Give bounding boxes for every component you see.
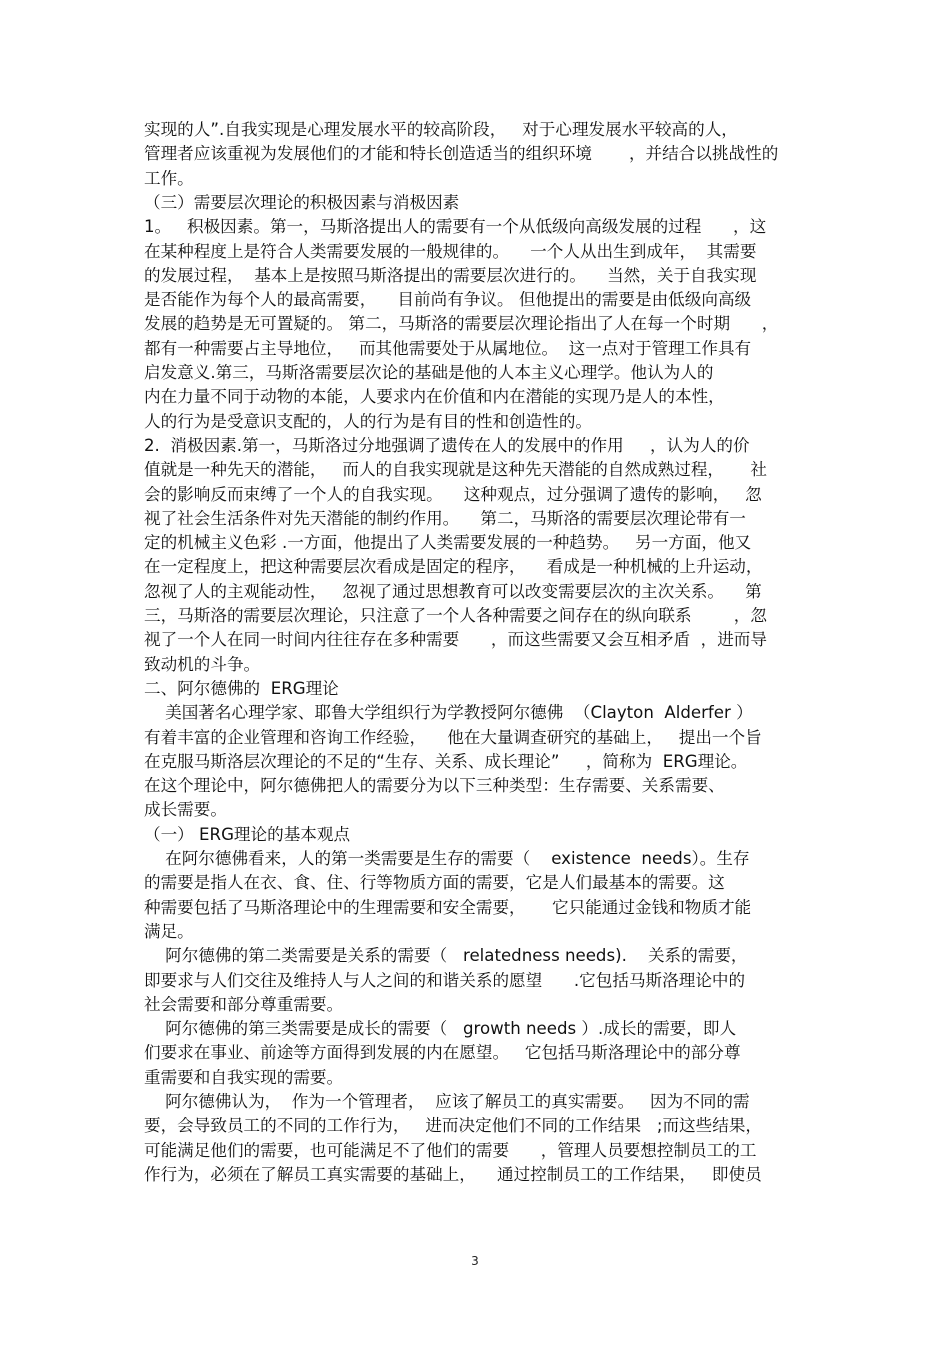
text-line: 可能满足他们的需要，也可能满足不了他们的需要 ，管理人员要想控制员工的工 — [144, 1140, 757, 1160]
page-number: 3 — [471, 1254, 479, 1268]
text-line: 在一定程度上，把这种需要层次看成是固定的程序， 看成是一种机械的上升运动， — [144, 557, 763, 577]
text-line: 人的行为是受意识支配的，人的行为是有目的性和创造性的。 — [144, 411, 593, 431]
text-line: 是否能作为每个人的最高需要， 目前尚有争议。 但他提出的需要是由低级向高级 — [144, 290, 752, 310]
text-line: 即要求与人们交往及维持人与人之间的和谐关系的愿望 .它包括马斯洛理论中的 — [144, 970, 746, 990]
text-line: 重需要和自我实现的需要。 — [144, 1067, 344, 1087]
text-line: 致动机的斗争。 — [144, 654, 261, 674]
text-line: 种需要包括了马斯洛理论中的生理需要和安全需要， 它只能通过金钱和物质才能 — [144, 897, 752, 917]
text-line: 管理者应该重视为发展他们的才能和特长创造适当的组织环境 ，并结合以挑战性的 — [144, 144, 779, 164]
text-line: （三）需要层次理论的积极因素与消极因素 — [144, 192, 460, 212]
text-line: 都有一种需要占主导地位， 而其他需要处于从属地位。 这一点对于管理工作具有 — [144, 338, 752, 358]
text-line: 视了一个人在同一时间内往往存在多种需要 ，而这些需要又会互相矛盾 ，进而导 — [144, 630, 767, 650]
text-line: 在这个理论中，阿尔德佛把人的需要分为以下三种类型：生存需要、关系需要、 — [144, 776, 725, 796]
text-line: 定的机械主义色彩 .一方面，他提出了人类需要发展的一种趋势。 另一方面，他又 — [144, 533, 752, 553]
text-line: 会的影响反而束缚了一个人的自我实现。 这种观点，过分强调了遗传的影响， 忽 — [144, 484, 762, 504]
text-line: 内在力量不同于动物的本能，人要求内在价值和内在潜能的实现乃是人的本性， — [144, 387, 725, 407]
text-line: 在某种程度上是符合人类需要发展的一般规律的。 一个人从出生到成年， 其需要 — [144, 241, 757, 261]
text-line: 启发意义.第三，马斯洛需要层次论的基础是他的人本主义心理学。他认为人的 — [144, 363, 714, 382]
text-line: 的发展过程， 基本上是按照马斯洛提出的需要层次进行的。 当然，关于自我实现 — [144, 265, 757, 285]
text-line: 二、阿尔德佛的 ERG理论 — [144, 678, 339, 698]
text-line: 阿尔德佛的第二类需要是关系的需要（ relatedness needs). 关系的需要， — [144, 946, 748, 966]
text-line: 阿尔德佛认为， 作为一个管理者， 应该了解员工的真实需要。 因为不同的需 — [144, 1092, 750, 1111]
text-line: 在克服马斯洛层次理论的不足的“生存、关系、成长理论” ，简称为 ERG理论。 — [144, 751, 748, 771]
text-line: 三，马斯洛的需要层次理论，只注意了一个人各种需要之间存在的纵向联系 ，忽 — [144, 606, 767, 625]
text-line: 的需要是指人在衣、食、住、行等物质方面的需要，它是人们最基本的需要。这 — [144, 873, 725, 893]
text-line: 值就是一种先天的潜能， 而人的自我实现就是这种先天潜能的自然成熟过程， 社 — [144, 460, 767, 480]
text-line: 们要求在事业、前途等方面得到发展的内在愿望。 它包括马斯洛理论中的部分尊 — [144, 1043, 741, 1063]
text-line: （一） ERG理论的基本观点 — [144, 824, 351, 844]
text-line: 发展的趋势是无可置疑的。 第二，马斯洛的需要层次理论指出了人在每一个时期 ， — [144, 314, 779, 334]
text-line: 阿尔德佛的第三类需要是成长的需要（ growth needs ）.成长的需要，即人 — [144, 1019, 737, 1039]
text-line: 有着丰富的企业管理和咨询工作经验， 他在大量调查研究的基础上， 提出一个旨 — [144, 727, 762, 747]
text-line: 忽视了人的主观能动性， 忽视了通过思想教育可以改变需要层次的主次关系。 第 — [144, 581, 762, 601]
text-line: 实现的人”.自我实现是心理发展水平的较高阶段， 对于心理发展水平较高的人， — [144, 120, 738, 139]
text-line: 作行为，必须在了解员工真实需要的基础上， 通过控制员工的工作结果， 即使员 — [144, 1164, 762, 1184]
text-line: 视了社会生活条件对先天潜能的制约作用。 第二，马斯洛的需要层次理论带有一 — [144, 508, 746, 528]
text-line: 成长需要。 — [144, 800, 227, 820]
text-line: 社会需要和部分尊重需要。 — [144, 994, 344, 1014]
text-line: 2. 消极因素.第一，马斯洛过分地强调了遗传在人的发展中的作用 ，认为人的价 — [144, 435, 750, 455]
text-line: 在阿尔德佛看来，人的第一类需要是生存的需要（ existence needs）。生存 — [144, 849, 750, 868]
text-line: 满足。 — [144, 921, 194, 941]
text-line: 要，会导致员工的不同的工作行为， 进而决定他们不同的工作结果 ;而这些结果， — [144, 1116, 763, 1136]
text-line: 1。 积极因素。第一，马斯洛提出人的需要有一个从低级向高级发展的过程 ，这 — [144, 217, 767, 237]
text-line: 美国著名心理学家、耶鲁大学组织行为学教授阿尔德佛 （Clayton Alderfer ） — [144, 703, 753, 723]
text-line: 工作。 — [144, 168, 194, 188]
